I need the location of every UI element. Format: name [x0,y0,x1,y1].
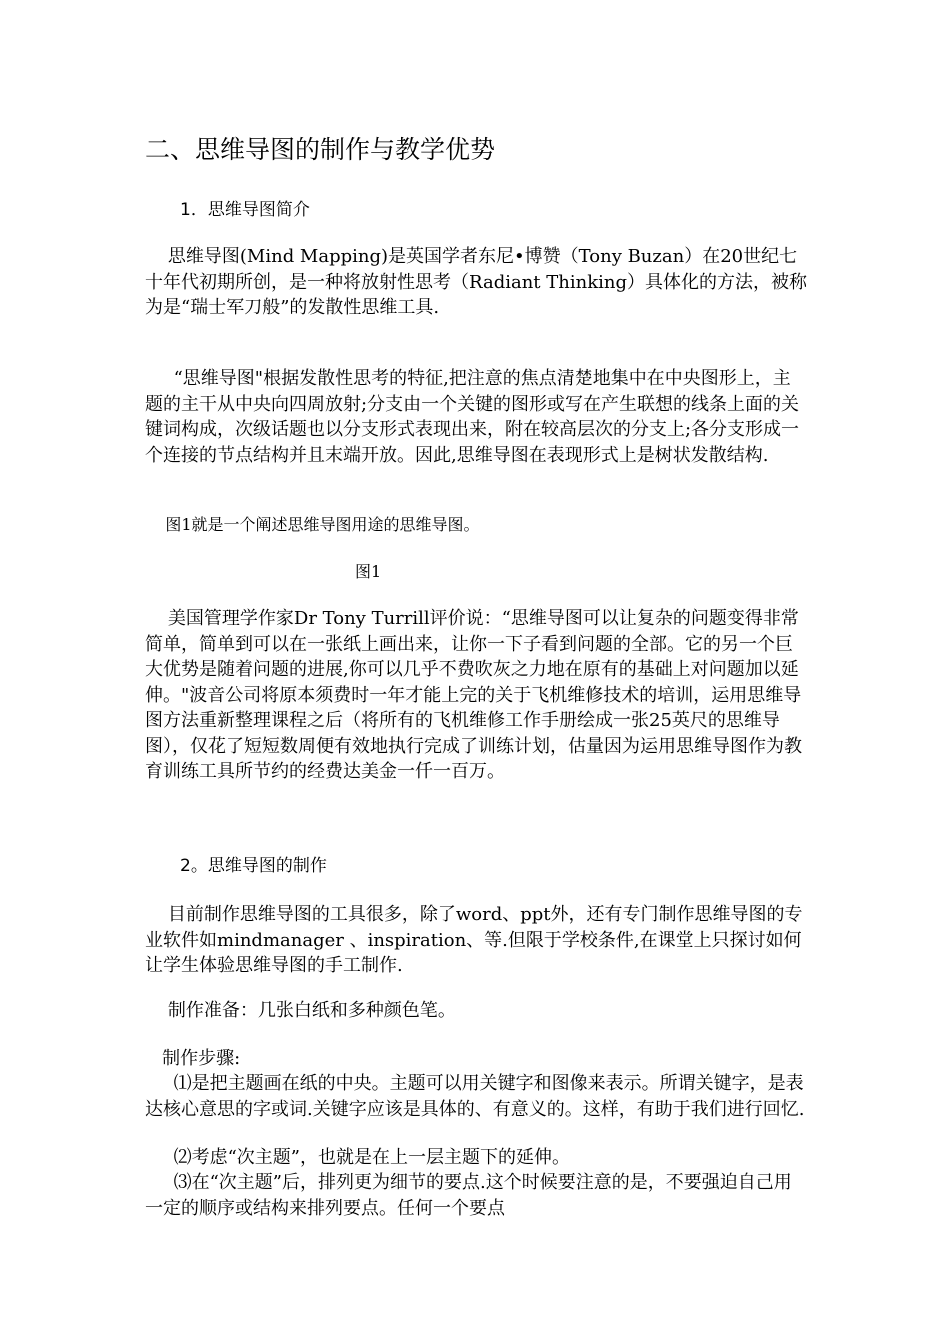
figure-caption: 图1 [355,562,382,581]
section-2-title: 2。思维导图的制作 [180,856,327,876]
step-2: ⑵考虑“次主题”，也就是在上一层主题下的延伸。 [145,1147,571,1168]
preparation-line: 制作准备：几张白纸和多种颜色笔。 [145,1000,456,1021]
section-1-title: 1．思维导图简介 [180,200,310,220]
page-heading: 二、思维导图的制作与教学优势 [145,135,496,164]
figure-reference: 图1就是一个阐述思维导图用途的思维导图。 [145,515,480,534]
step-3: ⑶在“次主题”后，排列更为细节的要点.这个时候要注意的是，不要强迫自己用一定的顺序或结构来排列要点。任何一个要点 [145,1172,792,1219]
steps-title: 制作步骤: [145,1048,241,1069]
paragraph-tools: 目前制作思维导图的工具很多，除了word、ppt外，还有专门制作思维导图的专业软件如mindmanager 、inspiration、等.但限于学校条件,在课堂上只探讨如何让学生体验思维导图的手工制作. [145,904,803,976]
step-1: ⑴是把主题画在纸的中央。主题可以用关键字和图像来表示。所谓关键字，是表达核心意思的字或词.关键字应该是具体的、有意义的。这样，有助于我们进行回忆. [145,1073,805,1120]
paragraph-intro: 思维导图(Mind Mapping)是英国学者东尼•博赞（Tony Buzan）在20世纪七十年代初期所创，是一种将放射性思考（Radiant Thinking）具体化的方法，被称为是“瑞士军刀般”的发散性思维工具. [145,246,807,318]
paragraph-evaluation: 美国管理学作家Dr Tony Turrill评价说：“思维导图可以让复杂的问题变得非常简单，简单到可以在一张纸上画出来，让你一下子看到问题的全部。它的另一个巨大优势是随着问题的进展,你可以几乎不费吹灰之力地在原有的基础上对问题加以延伸。"波音公司将原本须费时一年才能上完的关于飞机维修技术的培训，运用思维导图方法重新整理课程之后（将所有的飞机维修工作手册绘成一张25英尺的思维导图），仅花了短短数周便有效地执行完成了训练计划，估量因为运用思维导图作为教育训练工具所节约的经费达美金一仟一百万。 [145,608,802,782]
paragraph-definition: “思维导图"根据发散性思考的特征,把注意的焦点清楚地集中在中央图形上，主题的主干从中央向四周放射;分支由一个关键的图形或写在产生联想的线条上面的关键词构成，次级话题也以分支形式表现出来，附在较高层次的分支上;各分支形成一个连接的节点结构并且末端开放。因此,思维导图在表现形式上是树状发散结构. [145,368,800,466]
